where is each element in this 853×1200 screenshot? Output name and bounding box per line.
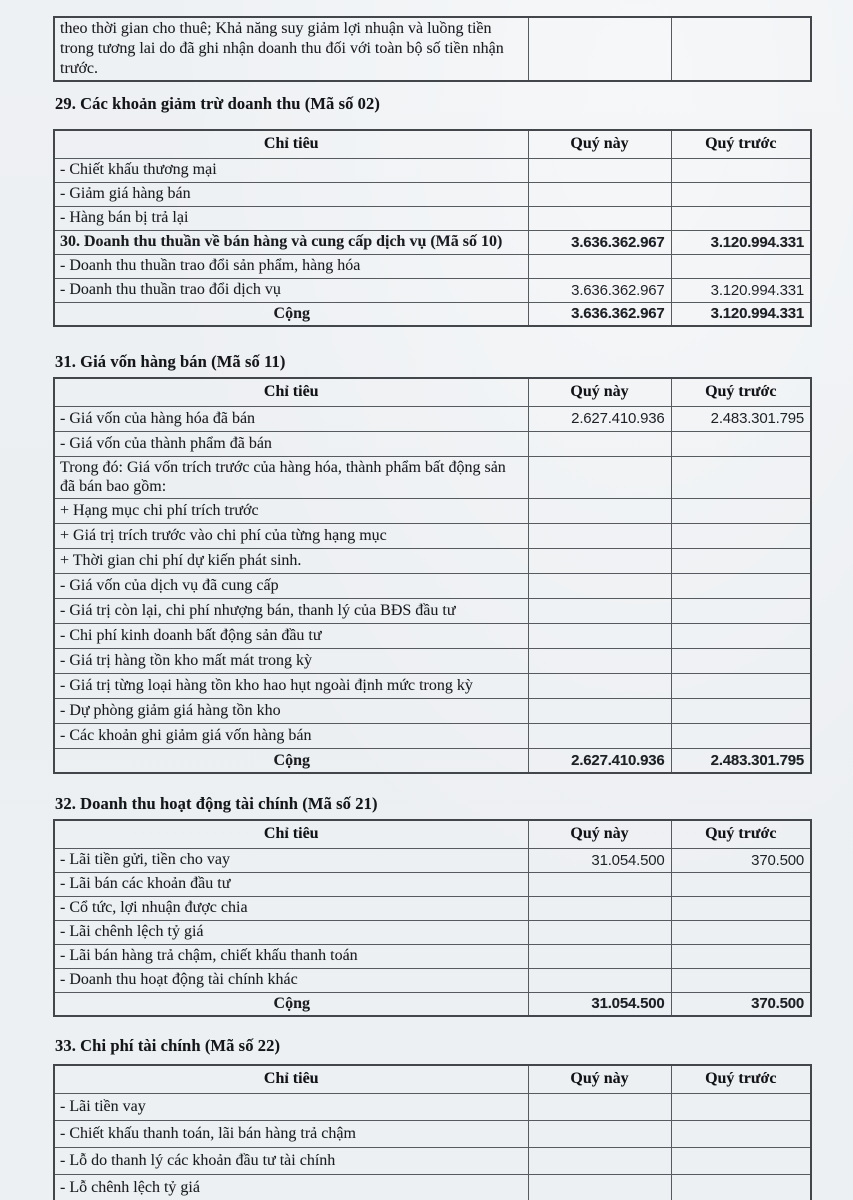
row-label: - Các khoản ghi giảm giá vốn hàng bán bbox=[54, 723, 528, 748]
value-current-quarter bbox=[528, 968, 671, 992]
table-row bbox=[54, 1120, 811, 1147]
header-row bbox=[54, 1065, 811, 1093]
column-header-quy-nay: Quý này bbox=[528, 130, 671, 158]
value-previous-quarter bbox=[671, 1147, 811, 1174]
row-label: - Doanh thu thuần trao đổi sản phẩm, hàng hóa bbox=[54, 254, 528, 278]
value-previous-quarter bbox=[671, 698, 811, 723]
value-current-quarter bbox=[528, 523, 671, 548]
table-row bbox=[54, 230, 811, 254]
table-row bbox=[54, 896, 811, 920]
row-label: - Lãi chênh lệch tỷ giá bbox=[54, 920, 528, 944]
value-current-quarter: 2.627.410.936 bbox=[528, 406, 671, 431]
row-label: - Doanh thu thuần trao đổi dịch vụ bbox=[54, 278, 528, 302]
column-header-chi-tieu: Chỉ tiêu bbox=[54, 130, 528, 158]
row-label: - Giá vốn của hàng hóa đã bán bbox=[54, 406, 528, 431]
value-previous-quarter: 370.500 bbox=[671, 992, 811, 1016]
value-previous-quarter bbox=[671, 456, 811, 498]
column-header-quy-nay: Quý này bbox=[528, 378, 671, 406]
total-row bbox=[54, 992, 811, 1016]
value-current-quarter bbox=[528, 896, 671, 920]
carryover-note-table bbox=[53, 16, 812, 82]
value-previous-quarter bbox=[671, 1093, 811, 1120]
column-header-quy-nay: Quý này bbox=[528, 1065, 671, 1093]
table-row bbox=[54, 431, 811, 456]
value-current-quarter bbox=[528, 698, 671, 723]
value-current-quarter bbox=[528, 1120, 671, 1147]
row-label: - Lãi bán các khoản đầu tư bbox=[54, 872, 528, 896]
value-current-quarter bbox=[528, 673, 671, 698]
total-row-label: Cộng bbox=[54, 748, 528, 773]
table-row bbox=[54, 278, 811, 302]
value-previous-quarter bbox=[671, 548, 811, 573]
data-table bbox=[53, 129, 812, 327]
table-row bbox=[54, 648, 811, 673]
value-current-quarter bbox=[528, 648, 671, 673]
value-previous-quarter bbox=[671, 206, 811, 230]
value-previous-quarter bbox=[671, 598, 811, 623]
value-current-quarter bbox=[528, 1093, 671, 1120]
row-label: - Giá trị từng loại hàng tồn kho hao hụt ngoài định mức trong kỳ bbox=[54, 673, 528, 698]
row-label: - Dự phòng giảm giá hàng tồn kho bbox=[54, 698, 528, 723]
row-label: - Giảm giá hàng bán bbox=[54, 182, 528, 206]
value-current-quarter bbox=[528, 944, 671, 968]
row-label: - Doanh thu hoạt động tài chính khác bbox=[54, 968, 528, 992]
row-label: - Lãi bán hàng trả chậm, chiết khấu thanh toán bbox=[54, 944, 528, 968]
value-previous-quarter bbox=[671, 17, 811, 81]
row-label: - Giá trị còn lại, chi phí nhượng bán, thanh lý của BĐS đầu tư bbox=[54, 598, 528, 623]
value-current-quarter bbox=[528, 573, 671, 598]
column-header-quy-truoc: Quý trước bbox=[671, 378, 811, 406]
row-label: 30. Doanh thu thuần về bán hàng và cung cấp dịch vụ (Mã số 10) bbox=[54, 230, 528, 254]
table-row bbox=[54, 673, 811, 698]
total-row bbox=[54, 302, 811, 326]
value-previous-quarter bbox=[671, 498, 811, 523]
value-current-quarter bbox=[528, 920, 671, 944]
value-previous-quarter bbox=[671, 723, 811, 748]
table-row bbox=[54, 17, 811, 81]
row-label: - Chiết khấu thanh toán, lãi bán hàng trả chậm bbox=[54, 1120, 528, 1147]
value-previous-quarter bbox=[671, 158, 811, 182]
value-previous-quarter bbox=[671, 254, 811, 278]
value-current-quarter bbox=[528, 598, 671, 623]
column-header-quy-truoc: Quý trước bbox=[671, 820, 811, 848]
section-31-heading: 31. Giá vốn hàng bán (Mã số 11) bbox=[55, 352, 286, 371]
table-row bbox=[54, 598, 811, 623]
value-current-quarter bbox=[528, 548, 671, 573]
table-row bbox=[54, 158, 811, 182]
data-table bbox=[53, 1064, 812, 1200]
value-previous-quarter: 3.120.994.331 bbox=[671, 302, 811, 326]
value-previous-quarter bbox=[671, 1120, 811, 1147]
total-row-label: Cộng bbox=[54, 992, 528, 1016]
table-row bbox=[54, 1093, 811, 1120]
column-header-quy-truoc: Quý trước bbox=[671, 130, 811, 158]
table-row bbox=[54, 698, 811, 723]
value-previous-quarter bbox=[671, 872, 811, 896]
carryover-note-text: theo thời gian cho thuê; Khả năng suy giảm lợi nhuận và luồng tiền trong tương lai do đã ghi nhận doanh thu đối với toàn bộ số tiền nhận trước. bbox=[54, 17, 528, 81]
row-label: - Chi phí kinh doanh bất động sản đầu tư bbox=[54, 623, 528, 648]
table-row bbox=[54, 548, 811, 573]
column-header-chi-tieu: Chỉ tiêu bbox=[54, 1065, 528, 1093]
section-33-heading: 33. Chi phí tài chính (Mã số 22) bbox=[55, 1036, 281, 1055]
value-current-quarter: 31.054.500 bbox=[528, 992, 671, 1016]
total-row bbox=[54, 748, 811, 773]
value-current-quarter bbox=[528, 872, 671, 896]
value-current-quarter: 3.636.362.967 bbox=[528, 230, 671, 254]
row-label: + Thời gian chi phí dự kiến phát sinh. bbox=[54, 548, 528, 573]
section-29-heading: 29. Các khoản giảm trừ doanh thu (Mã số 02) bbox=[55, 94, 380, 113]
value-previous-quarter: 3.120.994.331 bbox=[671, 278, 811, 302]
value-previous-quarter bbox=[671, 431, 811, 456]
row-label: - Lãi tiền gửi, tiền cho vay bbox=[54, 848, 528, 872]
table-row bbox=[54, 848, 811, 872]
row-label: - Lỗ chênh lệch tỷ giá bbox=[54, 1174, 528, 1200]
value-current-quarter bbox=[528, 456, 671, 498]
table-row bbox=[54, 406, 811, 431]
table-row bbox=[54, 723, 811, 748]
row-label: Trong đó: Giá vốn trích trước của hàng hóa, thành phẩm bất động sản đã bán bao gồm: bbox=[54, 456, 528, 498]
value-current-quarter: 3.636.362.967 bbox=[528, 278, 671, 302]
value-previous-quarter bbox=[671, 523, 811, 548]
column-header-chi-tieu: Chỉ tiêu bbox=[54, 378, 528, 406]
value-current-quarter: 31.054.500 bbox=[528, 848, 671, 872]
row-label: - Giá vốn của thành phẩm đã bán bbox=[54, 431, 528, 456]
total-row-label: Cộng bbox=[54, 302, 528, 326]
value-current-quarter bbox=[528, 723, 671, 748]
table-row bbox=[54, 920, 811, 944]
value-previous-quarter bbox=[671, 648, 811, 673]
value-current-quarter: 2.627.410.936 bbox=[528, 748, 671, 773]
data-table bbox=[53, 377, 812, 774]
value-current-quarter bbox=[528, 206, 671, 230]
column-header-quy-truoc: Quý trước bbox=[671, 1065, 811, 1093]
row-label: - Giá vốn của dịch vụ đã cung cấp bbox=[54, 573, 528, 598]
row-label: + Hạng mục chi phí trích trước bbox=[54, 498, 528, 523]
row-label: - Chiết khấu thương mại bbox=[54, 158, 528, 182]
table-row bbox=[54, 498, 811, 523]
column-header-chi-tieu: Chỉ tiêu bbox=[54, 820, 528, 848]
value-previous-quarter: 370.500 bbox=[671, 848, 811, 872]
value-previous-quarter bbox=[671, 920, 811, 944]
value-current-quarter: 3.636.362.967 bbox=[528, 302, 671, 326]
table-row bbox=[54, 523, 811, 548]
table-row bbox=[54, 1147, 811, 1174]
value-current-quarter bbox=[528, 1147, 671, 1174]
column-header-quy-nay: Quý này bbox=[528, 820, 671, 848]
value-previous-quarter bbox=[671, 623, 811, 648]
table-row bbox=[54, 968, 811, 992]
header-row bbox=[54, 820, 811, 848]
section-32-heading: 32. Doanh thu hoạt động tài chính (Mã số 21) bbox=[55, 794, 378, 813]
value-previous-quarter bbox=[671, 573, 811, 598]
row-label: - Lỗ do thanh lý các khoản đầu tư tài chính bbox=[54, 1147, 528, 1174]
table-row bbox=[54, 573, 811, 598]
value-current-quarter bbox=[528, 431, 671, 456]
row-label: - Lãi tiền vay bbox=[54, 1093, 528, 1120]
value-current-quarter bbox=[528, 182, 671, 206]
table-row bbox=[54, 182, 811, 206]
value-current-quarter bbox=[528, 623, 671, 648]
value-current-quarter bbox=[528, 498, 671, 523]
value-current-quarter bbox=[528, 158, 671, 182]
value-previous-quarter bbox=[671, 1174, 811, 1200]
row-label: - Cổ tức, lợi nhuận được chia bbox=[54, 896, 528, 920]
table-row bbox=[54, 944, 811, 968]
row-label: + Giá trị trích trước vào chi phí của từng hạng mục bbox=[54, 523, 528, 548]
value-current-quarter bbox=[528, 254, 671, 278]
value-previous-quarter: 2.483.301.795 bbox=[671, 748, 811, 773]
data-table bbox=[53, 819, 812, 1017]
value-previous-quarter bbox=[671, 896, 811, 920]
value-previous-quarter bbox=[671, 182, 811, 206]
value-previous-quarter bbox=[671, 944, 811, 968]
value-previous-quarter bbox=[671, 968, 811, 992]
table-row bbox=[54, 254, 811, 278]
row-label: - Giá trị hàng tồn kho mất mát trong kỳ bbox=[54, 648, 528, 673]
header-row bbox=[54, 130, 811, 158]
header-row bbox=[54, 378, 811, 406]
table-row bbox=[54, 456, 811, 498]
row-label: - Hàng bán bị trả lại bbox=[54, 206, 528, 230]
table-row bbox=[54, 206, 811, 230]
table-row bbox=[54, 1174, 811, 1200]
value-current-quarter bbox=[528, 17, 671, 81]
value-previous-quarter: 2.483.301.795 bbox=[671, 406, 811, 431]
table-row bbox=[54, 872, 811, 896]
value-previous-quarter bbox=[671, 673, 811, 698]
value-previous-quarter: 3.120.994.331 bbox=[671, 230, 811, 254]
table-row bbox=[54, 623, 811, 648]
value-current-quarter bbox=[528, 1174, 671, 1200]
